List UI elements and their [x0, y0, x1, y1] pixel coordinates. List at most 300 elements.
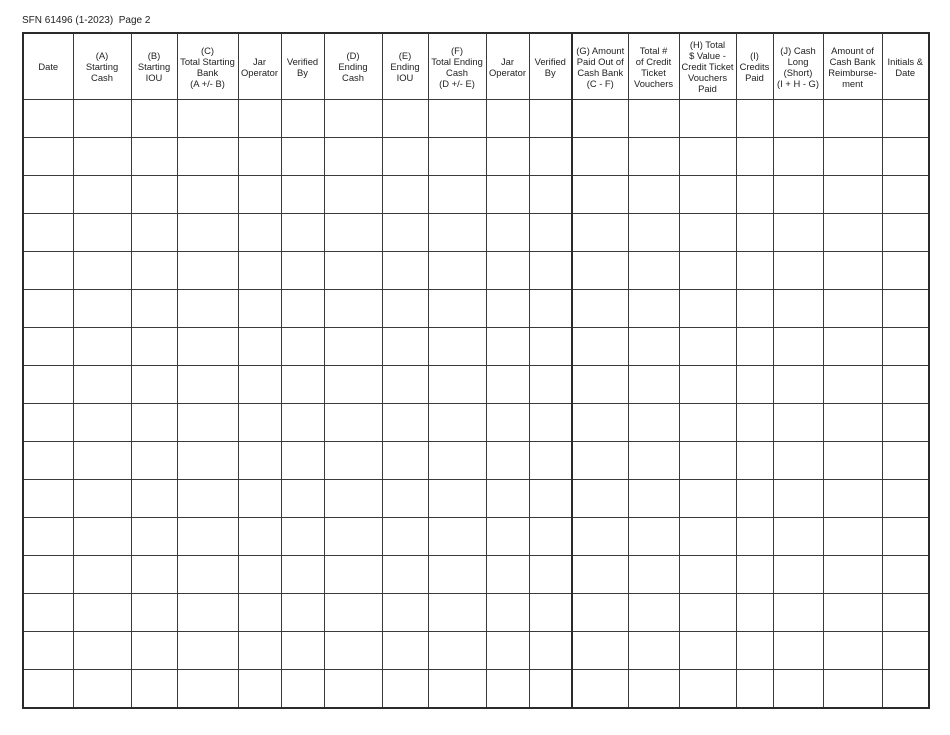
table-cell[interactable]	[679, 594, 736, 632]
table-cell[interactable]	[382, 594, 428, 632]
table-cell[interactable]	[773, 594, 823, 632]
table-cell[interactable]	[486, 252, 529, 290]
table-cell[interactable]	[628, 290, 679, 328]
table-cell[interactable]	[736, 518, 773, 556]
table-row	[23, 670, 929, 709]
col-header-ending-iou: (E) Ending IOU	[382, 33, 428, 100]
table-cell[interactable]	[823, 366, 882, 404]
table-cell[interactable]	[428, 442, 486, 480]
table-cell[interactable]	[131, 290, 177, 328]
table-cell[interactable]	[238, 480, 281, 518]
table-cell[interactable]	[73, 404, 131, 442]
table-cell[interactable]	[324, 404, 382, 442]
table-cell[interactable]	[23, 138, 73, 176]
table-cell[interactable]	[324, 214, 382, 252]
table-cell[interactable]	[823, 670, 882, 709]
table-cell[interactable]	[736, 670, 773, 709]
col-header-starting-iou: (B) Starting IOU	[131, 33, 177, 100]
table-cell[interactable]	[382, 328, 428, 366]
table-cell[interactable]	[628, 632, 679, 670]
table-cell[interactable]	[679, 518, 736, 556]
table-cell[interactable]	[177, 442, 238, 480]
table-cell[interactable]	[238, 442, 281, 480]
table-cell[interactable]	[529, 556, 572, 594]
table-cell[interactable]	[773, 214, 823, 252]
table-cell[interactable]	[736, 214, 773, 252]
table-cell[interactable]	[324, 442, 382, 480]
table-cell[interactable]	[238, 670, 281, 709]
table-cell[interactable]	[572, 100, 628, 138]
table-cell[interactable]	[882, 670, 929, 709]
table-cell[interactable]	[281, 442, 324, 480]
table-cell[interactable]	[679, 328, 736, 366]
table-cell[interactable]	[823, 632, 882, 670]
table-cell[interactable]	[177, 252, 238, 290]
col-header-credit-ticket-value: (H) Total $ Value - Credit Ticket Vouchers Paid	[679, 33, 736, 100]
table-cell[interactable]	[382, 176, 428, 214]
table-cell[interactable]	[679, 176, 736, 214]
table-cell[interactable]	[238, 138, 281, 176]
table-cell[interactable]	[679, 138, 736, 176]
table-cell[interactable]	[131, 480, 177, 518]
table-cell[interactable]	[529, 214, 572, 252]
table-cell[interactable]	[736, 100, 773, 138]
table-cell[interactable]	[428, 214, 486, 252]
table-cell[interactable]	[679, 480, 736, 518]
table-cell[interactable]	[23, 518, 73, 556]
table-cell[interactable]	[131, 366, 177, 404]
table-cell[interactable]	[823, 290, 882, 328]
table-cell[interactable]	[628, 594, 679, 632]
table-cell[interactable]	[73, 100, 131, 138]
table-cell[interactable]	[529, 632, 572, 670]
col-header-credit-ticket-count: Total # of Credit Ticket Vouchers	[628, 33, 679, 100]
table-cell[interactable]	[73, 290, 131, 328]
table-cell[interactable]	[238, 632, 281, 670]
table-cell[interactable]	[382, 138, 428, 176]
table-cell[interactable]	[177, 214, 238, 252]
table-cell[interactable]	[572, 670, 628, 709]
table-cell[interactable]	[628, 670, 679, 709]
table-cell[interactable]	[823, 328, 882, 366]
table-cell[interactable]	[572, 214, 628, 252]
table-cell[interactable]	[131, 100, 177, 138]
table-cell[interactable]	[73, 480, 131, 518]
table-cell[interactable]	[736, 556, 773, 594]
col-header-starting-cash: (A) Starting Cash	[73, 33, 131, 100]
table-cell[interactable]	[238, 594, 281, 632]
table-cell[interactable]	[382, 442, 428, 480]
table-cell[interactable]	[679, 670, 736, 709]
table-cell[interactable]	[281, 480, 324, 518]
table-cell[interactable]	[177, 670, 238, 709]
table-cell[interactable]	[882, 290, 929, 328]
table-cell[interactable]	[773, 556, 823, 594]
table-cell[interactable]	[177, 594, 238, 632]
table-cell[interactable]	[131, 138, 177, 176]
table-cell[interactable]	[572, 594, 628, 632]
table-cell[interactable]	[73, 176, 131, 214]
table-cell[interactable]	[628, 138, 679, 176]
table-cell[interactable]	[823, 214, 882, 252]
table-cell[interactable]	[131, 214, 177, 252]
table-cell[interactable]	[882, 594, 929, 632]
table-cell[interactable]	[324, 556, 382, 594]
table-cell[interactable]	[882, 442, 929, 480]
table-cell[interactable]	[73, 214, 131, 252]
table-cell[interactable]	[823, 100, 882, 138]
table-cell[interactable]	[23, 632, 73, 670]
table-cell[interactable]	[773, 328, 823, 366]
table-cell[interactable]	[382, 556, 428, 594]
table-cell[interactable]	[572, 290, 628, 328]
table-cell[interactable]	[823, 556, 882, 594]
table-cell[interactable]	[572, 632, 628, 670]
table-cell[interactable]	[486, 518, 529, 556]
table-cell[interactable]	[238, 404, 281, 442]
table-cell[interactable]	[486, 594, 529, 632]
table-cell[interactable]	[428, 556, 486, 594]
table-cell[interactable]	[736, 328, 773, 366]
table-cell[interactable]	[131, 328, 177, 366]
table-cell[interactable]	[177, 556, 238, 594]
table-cell[interactable]	[23, 366, 73, 404]
table-cell[interactable]	[23, 252, 73, 290]
table-cell[interactable]	[23, 594, 73, 632]
table-cell[interactable]	[382, 290, 428, 328]
table-cell[interactable]	[628, 442, 679, 480]
table-cell[interactable]	[428, 404, 486, 442]
table-cell[interactable]	[238, 214, 281, 252]
table-cell[interactable]	[773, 366, 823, 404]
table-cell[interactable]	[382, 632, 428, 670]
table-cell[interactable]	[529, 442, 572, 480]
table-cell[interactable]	[281, 328, 324, 366]
table-cell[interactable]	[882, 480, 929, 518]
table-cell[interactable]	[23, 176, 73, 214]
table-cell[interactable]	[823, 518, 882, 556]
table-cell[interactable]	[529, 404, 572, 442]
table-cell[interactable]	[882, 328, 929, 366]
table-cell[interactable]	[238, 366, 281, 404]
table-cell[interactable]	[773, 290, 823, 328]
table-cell[interactable]	[628, 252, 679, 290]
table-cell[interactable]	[572, 556, 628, 594]
table-cell[interactable]	[324, 670, 382, 709]
table-cell[interactable]	[281, 176, 324, 214]
table-cell[interactable]	[324, 480, 382, 518]
table-cell[interactable]	[736, 138, 773, 176]
table-cell[interactable]	[679, 290, 736, 328]
table-cell[interactable]	[382, 252, 428, 290]
table-cell[interactable]	[382, 366, 428, 404]
table-cell[interactable]	[131, 594, 177, 632]
table-cell[interactable]	[486, 328, 529, 366]
table-cell[interactable]	[177, 366, 238, 404]
table-cell[interactable]	[238, 176, 281, 214]
table-cell[interactable]	[131, 404, 177, 442]
table-cell[interactable]	[736, 176, 773, 214]
table-cell[interactable]	[324, 518, 382, 556]
table-cell[interactable]	[882, 100, 929, 138]
table-cell[interactable]	[529, 290, 572, 328]
table-cell[interactable]	[486, 670, 529, 709]
table-cell[interactable]	[572, 518, 628, 556]
table-cell[interactable]	[679, 366, 736, 404]
table-cell[interactable]	[382, 670, 428, 709]
table-cell[interactable]	[281, 214, 324, 252]
table-cell[interactable]	[238, 290, 281, 328]
table-cell[interactable]	[131, 442, 177, 480]
table-cell[interactable]	[238, 328, 281, 366]
table-cell[interactable]	[736, 290, 773, 328]
table-cell[interactable]	[428, 366, 486, 404]
table-cell[interactable]	[773, 480, 823, 518]
table-cell[interactable]	[486, 214, 529, 252]
table-cell[interactable]	[324, 290, 382, 328]
table-cell[interactable]	[773, 632, 823, 670]
table-cell[interactable]	[428, 518, 486, 556]
table-cell[interactable]	[428, 252, 486, 290]
table-cell[interactable]	[131, 670, 177, 709]
table-row	[23, 442, 929, 480]
table-cell[interactable]	[773, 518, 823, 556]
table-cell[interactable]	[529, 518, 572, 556]
table-cell[interactable]	[281, 670, 324, 709]
table-cell[interactable]	[428, 176, 486, 214]
table-cell[interactable]	[628, 214, 679, 252]
table-cell[interactable]	[131, 518, 177, 556]
table-cell[interactable]	[486, 442, 529, 480]
table-cell[interactable]	[281, 632, 324, 670]
table-cell[interactable]	[823, 138, 882, 176]
table-cell[interactable]	[773, 670, 823, 709]
table-cell[interactable]	[679, 252, 736, 290]
table-cell[interactable]	[73, 556, 131, 594]
table-cell[interactable]	[773, 138, 823, 176]
table-cell[interactable]	[572, 138, 628, 176]
table-cell[interactable]	[177, 176, 238, 214]
table-cell[interactable]	[281, 100, 324, 138]
table-cell[interactable]	[238, 518, 281, 556]
table-cell[interactable]	[382, 214, 428, 252]
table-cell[interactable]	[281, 594, 324, 632]
table-cell[interactable]	[486, 404, 529, 442]
table-cell[interactable]	[882, 632, 929, 670]
table-cell[interactable]	[882, 366, 929, 404]
table-cell[interactable]	[428, 100, 486, 138]
table-cell[interactable]	[823, 480, 882, 518]
table-cell[interactable]	[736, 594, 773, 632]
table-cell[interactable]	[882, 138, 929, 176]
table-cell[interactable]	[131, 252, 177, 290]
table-cell[interactable]	[281, 366, 324, 404]
table-cell[interactable]	[428, 670, 486, 709]
table-cell[interactable]	[428, 290, 486, 328]
table-cell[interactable]	[281, 290, 324, 328]
table-cell[interactable]	[177, 480, 238, 518]
table-cell[interactable]	[679, 404, 736, 442]
table-cell[interactable]	[177, 404, 238, 442]
table-cell[interactable]	[628, 100, 679, 138]
table-cell[interactable]	[486, 100, 529, 138]
table-cell[interactable]	[23, 442, 73, 480]
table-cell[interactable]	[572, 176, 628, 214]
table-cell[interactable]	[73, 632, 131, 670]
table-cell[interactable]	[324, 594, 382, 632]
table-cell[interactable]	[823, 404, 882, 442]
table-cell[interactable]	[529, 100, 572, 138]
table-cell[interactable]	[382, 404, 428, 442]
table-cell[interactable]	[486, 138, 529, 176]
table-cell[interactable]	[736, 480, 773, 518]
table-cell[interactable]	[572, 404, 628, 442]
table-cell[interactable]	[177, 632, 238, 670]
table-cell[interactable]	[736, 252, 773, 290]
table-cell[interactable]	[238, 556, 281, 594]
table-cell[interactable]	[382, 100, 428, 138]
table-cell[interactable]	[73, 252, 131, 290]
table-cell[interactable]	[773, 252, 823, 290]
table-cell[interactable]	[131, 632, 177, 670]
table-cell[interactable]	[736, 366, 773, 404]
table-cell[interactable]	[736, 442, 773, 480]
table-cell[interactable]	[529, 328, 572, 366]
table-cell[interactable]	[238, 252, 281, 290]
table-cell[interactable]	[773, 176, 823, 214]
table-cell[interactable]	[823, 442, 882, 480]
table-cell[interactable]	[679, 556, 736, 594]
table-cell[interactable]	[628, 404, 679, 442]
table-cell[interactable]	[486, 556, 529, 594]
table-cell[interactable]	[177, 518, 238, 556]
table-cell[interactable]	[882, 176, 929, 214]
table-cell[interactable]	[529, 670, 572, 709]
table-cell[interactable]	[23, 290, 73, 328]
table-cell[interactable]	[628, 328, 679, 366]
table-cell[interactable]	[73, 594, 131, 632]
table-cell[interactable]	[486, 480, 529, 518]
table-cell[interactable]	[529, 176, 572, 214]
table-cell[interactable]	[529, 480, 572, 518]
table-cell[interactable]	[324, 328, 382, 366]
table-cell[interactable]	[529, 594, 572, 632]
table-cell[interactable]	[324, 176, 382, 214]
table-cell[interactable]	[177, 100, 238, 138]
table-cell[interactable]	[736, 404, 773, 442]
table-cell[interactable]	[529, 366, 572, 404]
table-cell[interactable]	[324, 252, 382, 290]
table-cell[interactable]	[628, 556, 679, 594]
table-cell[interactable]	[823, 176, 882, 214]
table-cell[interactable]	[529, 252, 572, 290]
table-cell[interactable]	[238, 100, 281, 138]
table-cell[interactable]	[428, 138, 486, 176]
table-cell[interactable]	[628, 518, 679, 556]
table-cell[interactable]	[23, 328, 73, 366]
table-cell[interactable]	[23, 100, 73, 138]
table-cell[interactable]	[177, 290, 238, 328]
table-cell[interactable]	[281, 556, 324, 594]
table-cell[interactable]	[73, 138, 131, 176]
table-cell[interactable]	[679, 442, 736, 480]
table-cell[interactable]	[486, 290, 529, 328]
table-cell[interactable]	[177, 328, 238, 366]
col-header-credits-paid: (I) Credits Paid	[736, 33, 773, 100]
table-cell[interactable]	[324, 366, 382, 404]
table-row	[23, 366, 929, 404]
table-cell[interactable]	[628, 366, 679, 404]
table-cell[interactable]	[773, 442, 823, 480]
table-cell[interactable]	[428, 632, 486, 670]
table-cell[interactable]	[679, 100, 736, 138]
table-cell[interactable]	[324, 100, 382, 138]
table-cell[interactable]	[281, 518, 324, 556]
table-cell[interactable]	[281, 404, 324, 442]
table-cell[interactable]	[73, 442, 131, 480]
table-cell[interactable]	[486, 632, 529, 670]
table-cell[interactable]	[382, 518, 428, 556]
table-cell[interactable]	[572, 480, 628, 518]
table-cell[interactable]	[679, 632, 736, 670]
table-cell[interactable]	[529, 138, 572, 176]
table-cell[interactable]	[73, 670, 131, 709]
table-cell[interactable]	[281, 138, 324, 176]
table-cell[interactable]	[23, 670, 73, 709]
table-cell[interactable]	[628, 176, 679, 214]
table-cell[interactable]	[679, 214, 736, 252]
table-cell[interactable]	[324, 138, 382, 176]
table-cell[interactable]	[572, 328, 628, 366]
table-cell[interactable]	[73, 518, 131, 556]
table-cell[interactable]	[428, 328, 486, 366]
table-cell[interactable]	[428, 594, 486, 632]
table-cell[interactable]	[23, 480, 73, 518]
table-cell[interactable]	[882, 556, 929, 594]
table-cell[interactable]	[131, 176, 177, 214]
table-cell[interactable]	[572, 252, 628, 290]
table-cell[interactable]	[572, 366, 628, 404]
table-cell[interactable]	[281, 252, 324, 290]
table-cell[interactable]	[736, 632, 773, 670]
table-cell[interactable]	[23, 556, 73, 594]
table-cell[interactable]	[882, 214, 929, 252]
table-row	[23, 594, 929, 632]
table-cell[interactable]	[177, 138, 238, 176]
table-cell[interactable]	[882, 404, 929, 442]
table-cell[interactable]	[382, 480, 428, 518]
table-cell[interactable]	[23, 214, 73, 252]
table-cell[interactable]	[628, 480, 679, 518]
table-cell[interactable]	[324, 632, 382, 670]
col-header-reimbursement: Amount of Cash Bank Reimburse- ment	[823, 33, 882, 100]
table-cell[interactable]	[486, 366, 529, 404]
table-cell[interactable]	[73, 366, 131, 404]
table-cell[interactable]	[131, 556, 177, 594]
table-cell[interactable]	[572, 442, 628, 480]
table-cell[interactable]	[73, 328, 131, 366]
table-cell[interactable]	[428, 480, 486, 518]
table-row	[23, 252, 929, 290]
table-cell[interactable]	[486, 176, 529, 214]
table-cell[interactable]	[882, 518, 929, 556]
table-cell[interactable]	[882, 252, 929, 290]
table-cell[interactable]	[773, 404, 823, 442]
table-cell[interactable]	[823, 252, 882, 290]
table-cell[interactable]	[23, 404, 73, 442]
table-cell[interactable]	[773, 100, 823, 138]
table-cell[interactable]	[823, 594, 882, 632]
